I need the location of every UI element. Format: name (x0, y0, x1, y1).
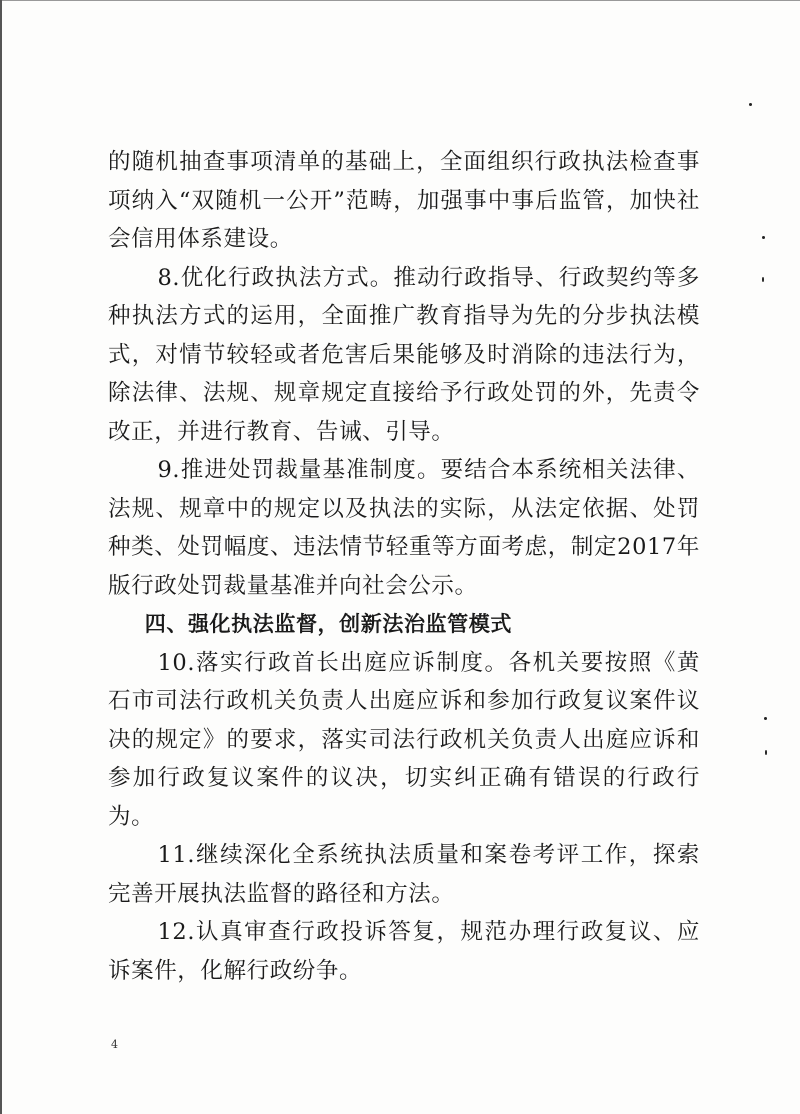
section-heading-4: 四、强化执法监督，创新法治监管模式 (144, 612, 512, 636)
scan-speck (764, 717, 767, 720)
paragraph-item-9: 9.推进处罚裁量基准制度。要结合本系统相关法律、法规、规章中的规定以及执法的实际，从法定依据、处罚种类、处罚幅度、违法情节轻重等方面考虑，制定2017年版行政处罚裁量基准并向社会公示。 (108, 457, 700, 599)
scan-edge-top (0, 0, 800, 1)
paragraph-item-11: 11.继续深化全系统执法质量和案卷考评工作，探索完善开展执法监督的路径和方法。 (108, 842, 700, 907)
scan-speck (762, 236, 765, 239)
paragraph-continuation: 的随机抽查事项清单的基础上，全面组织行政执法检查事项纳入“双随机一公开”范畴，加强事中事后监管，加快社会信用体系建设。 (108, 149, 700, 252)
page-number: 4 (111, 1038, 118, 1051)
scan-speck (762, 277, 764, 282)
paragraph-item-12: 12.认真审查行政投诉答复，规范办理行政复议、应诉案件，化解行政纷争。 (108, 919, 700, 984)
scan-speck (765, 750, 767, 755)
paragraph-item-8: 8.优化行政执法方式。推动行政指导、行政契约等多种执法方式的运用，全面推广教育指导为先的分步执法模式，对情节较轻或者危害后果能够及时消除的违法行为，除法律、法规、规章规定直接给予行政处罚的外，先责令改正，并进行教育、告诫、引导。 (108, 264, 700, 445)
paragraph-item-10: 10.落实行政首长出庭应诉制度。各机关要按照《黄石市司法行政机关负责人出庭应诉和参加行政复议案件议决的规定》的要求，落实司法行政机关负责人出庭应诉和参加行政复议案件的议决，切实纠正确有错误的行政行为。 (108, 649, 700, 830)
scan-speck (749, 103, 752, 106)
body-text (108, 143, 700, 990)
scan-edge-left (0, 0, 2, 1114)
